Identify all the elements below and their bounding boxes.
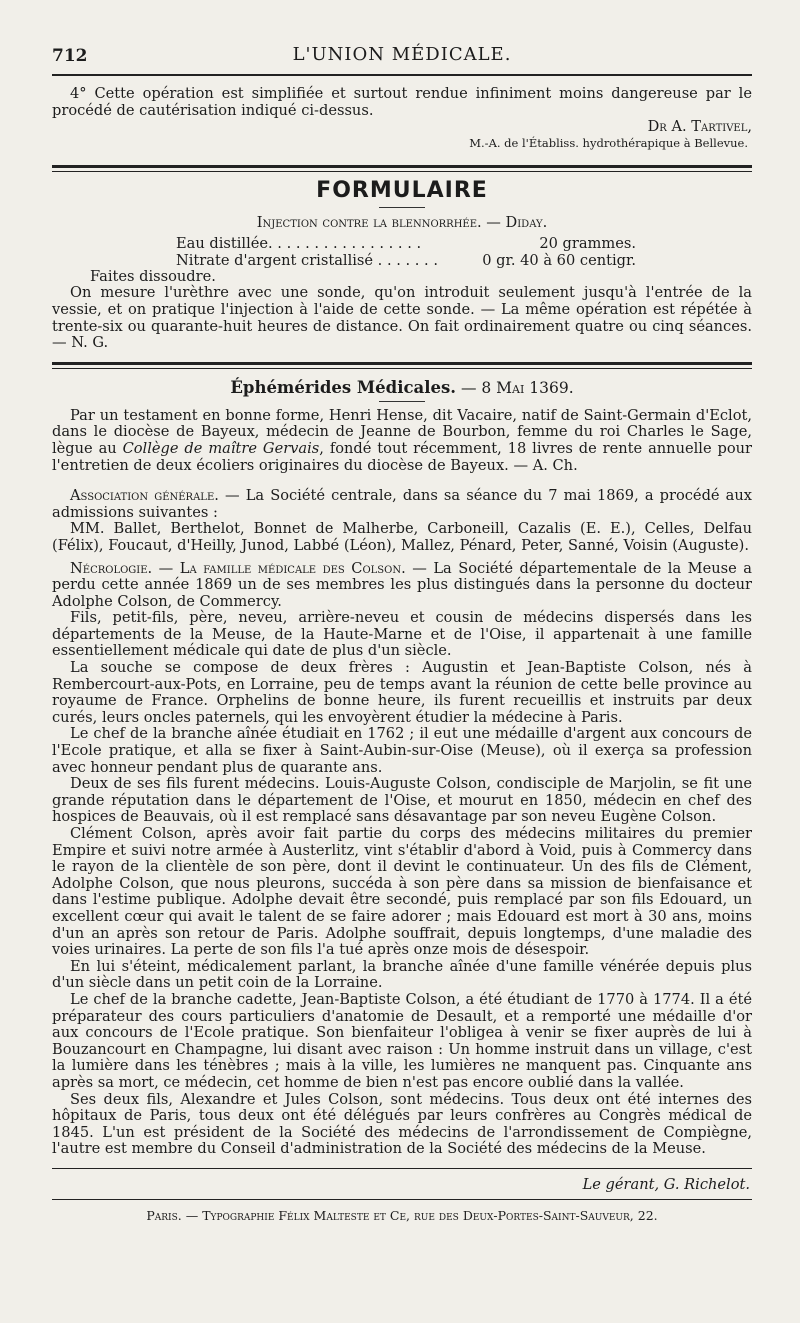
- necrologie-paragraph: En lui s'éteint, médicalement parlant, la branche aînée d'une famille vénérée depuis plus d'un siècle dans un petit coin de la Lorraine.: [52, 957, 752, 992]
- footer-rule: [52, 1168, 752, 1169]
- formulaire-subtitle: Injection contre la blennorrhée. — Diday.: [256, 213, 548, 231]
- recipe-item: Nitrate d'argent cristallisé . . . . . . . 0 gr. 40 à 60 centigr.: [176, 251, 636, 269]
- running-title: L'UNION MÉDICALE.: [292, 44, 512, 65]
- top-signature: Dr A. Tartivel,: [647, 118, 752, 136]
- header-rule: [52, 74, 752, 76]
- necrologie-paragraph: Le chef de la branche aînée étudiait en 1762 ; il eut une médaille d'argent aux concours de l'Ecole pratique, et alla se fixer à Saint-Aubin-sur-Oise (Meuse), où il exerça sa profession avec honneur pendant plus de quarante ans.: [52, 725, 752, 776]
- page-header: [52, 40, 752, 74]
- ephemerides-text: Par un testament en bonne forme, Henri Hense, dit Vacaire, natif de Saint-Germain d'Eclot, dans le diocèse de Bayeux, médecin de Jeanne de Bourbon, femme du roi Charles le Sage, lègue au Collège de maître Gervais, fondé tout récemment, 18 livres de rente annuelle pour l'entretien de deux écoliers originaires du diocèse de Bayeux. — A. Ch.: [52, 406, 752, 474]
- gerant-signature: Le gérant, G. Richelot.: [582, 1175, 750, 1193]
- printer-rule: [52, 1199, 752, 1200]
- necrologie-paragraph: Ses deux fils, Alexandre et Jules Colson, sont médecins. Tous deux ont été internes des hôpitaux de Paris, tous deux ont été délégués par leurs confrères au Congrès médical de 1845. L'un est président de la Société des médecins de l'arrondissement de Compiègne, l'autre est membre du Conseil d'administration de la Société des médecins de la Meuse.: [52, 1090, 752, 1158]
- ephemerides-heading: Éphémérides Médicales. — 8 Mai 1369.: [230, 377, 574, 397]
- formulaire-short-rule: [379, 207, 425, 208]
- page-number: 712: [52, 46, 88, 66]
- recipe-item: Eau distillée. . . . . . . . . . . . . . . . . 20 grammes.: [176, 234, 636, 252]
- printer-line: Paris. — Typographie Félix Malteste et Ce, rue des Deux-Portes-Saint-Sauveur, 22.: [146, 1207, 658, 1223]
- necrologie-paragraph: Fils, petit-fils, père, neveu, arrière-neveu et cousin de médecins dispersés dans les départements de la Meuse, de la Haute-Marne et de l'Oise, il appartenait à une famille essentiellement médicale qui date de plus d'un siècle.: [52, 609, 752, 660]
- top-paragraph: 4° Cette opération est simplifiée et surtout rendue infiniment moins dangereuse par le procédé de cautérisation indiqué ci-dessus.: [52, 85, 752, 119]
- association-members: MM. Ballet, Berthelot, Bonnet de Malherbe, Carboneill, Cazalis (E. E.), Celles, Delfau (Félix), Foucaut, d'Heilly, Junod, Labbé (Léon), Mallez, Pénard, Peter, Sanné, Voisin (Auguste).: [52, 520, 752, 554]
- formulaire-instruction: Faites dissoudre.: [90, 267, 216, 285]
- formulaire-text: On mesure l'urèthre avec une sonde, qu'on introduit seulement jusqu'à l'entrée de la vessie, et on pratique l'injection à l'aide de cette sonde. — La même opération est répétée à trente-six ou quarante-huit heures de distance. On fait ordinairement quatre ou cinq séances.— N. G.: [52, 284, 752, 352]
- necrologie-paragraph: Le chef de la branche cadette, Jean-Baptiste Colson, a été étudiant de 1770 à 1774. Il a été préparateur des cours particuliers d'anatomie de Desault, et a remporté une médaille d'or aux concours de l'Ecole pratique. Son bienfaiteur l'obligea à venir se fixer auprès de lui à Bouzancourt en Champagne, lui disant avec raison : Un homme instruit dans un village, c'est la lumière dans les ténèbres ; mais à la ville, les lumières ne manquent pas. Cinquante ans après sa mort, ce médecin, cet homme de bien n'est pas encore oublié dans la vallée.: [52, 990, 752, 1091]
- necrologie-paragraph: Deux de ses fils furent médecins. Louis-Auguste Colson, condisciple de Marjolin, se fit une grande réputation dans le département de l'Oise, et mourut en 1850, médecin en chef des hospices de Beauvais, où il est remplacé sans désavantage par son neveu Eugène Colson.: [52, 775, 752, 826]
- necrologie-paragraph: Clément Colson, après avoir fait partie du corps des médecins militaires du premier Empire et suivi notre armée à Austerlitz, vint s'établir d'abord à Void, puis à Commercy dans le rayon de la clientèle de son père, dont il devint le continuateur. Un des fils de Clément, Adolphe Colson, que nous pleurons, succéda à son père dans sa mission de bienfaisance et dans l'estime publique. Adolphe devait être secondé, puis remplacé par son fils Edouard, un excellent cœur qui avait le talent de se faire adorer ; mais Edouard est mort à 30 ans, moins d'un an après son retour de Paris. Adolphe souffrait, depuis longtemps, d'une maladie des voies urinaires. La perte de son fils l'a tué après onze mois de désespoir.: [52, 825, 752, 959]
- recipe-list: [176, 235, 636, 269]
- necrologie-intro: Nécrologie. — La famille médicale des Colson. — La Société départementale de la Meuse a perdu cette année 1869 un de ses membres les plus distingués dans la personne du docteur Adolphe Colson, de Commercy.: [52, 559, 752, 610]
- top-affiliation: M.-A. de l'Établiss. hydrothérapique à Bellevue.: [469, 135, 748, 150]
- association-paragraph: Association générale. — La Société centrale, dans sa séance du 7 mai 1869, a procédé aux admissions suivantes :: [52, 487, 752, 521]
- formulaire-title: FORMULAIRE: [316, 177, 488, 203]
- necrologie-paragraph: La souche se compose de deux frères : Augustin et Jean-Baptiste Colson, nés à Rembercourt-aux-Pots, en Lorraine, peu de temps avant la réunion de cette belle province au royaume de France. Orphelins de bonne heure, ils furent recueillis et instruits par deux curés, leurs oncles paternels, qui les envoyèrent étudier la médecine à Paris.: [52, 659, 752, 726]
- ephemerides-short-rule: [379, 401, 425, 402]
- section-rule: [52, 362, 752, 369]
- section-rule: [52, 165, 752, 172]
